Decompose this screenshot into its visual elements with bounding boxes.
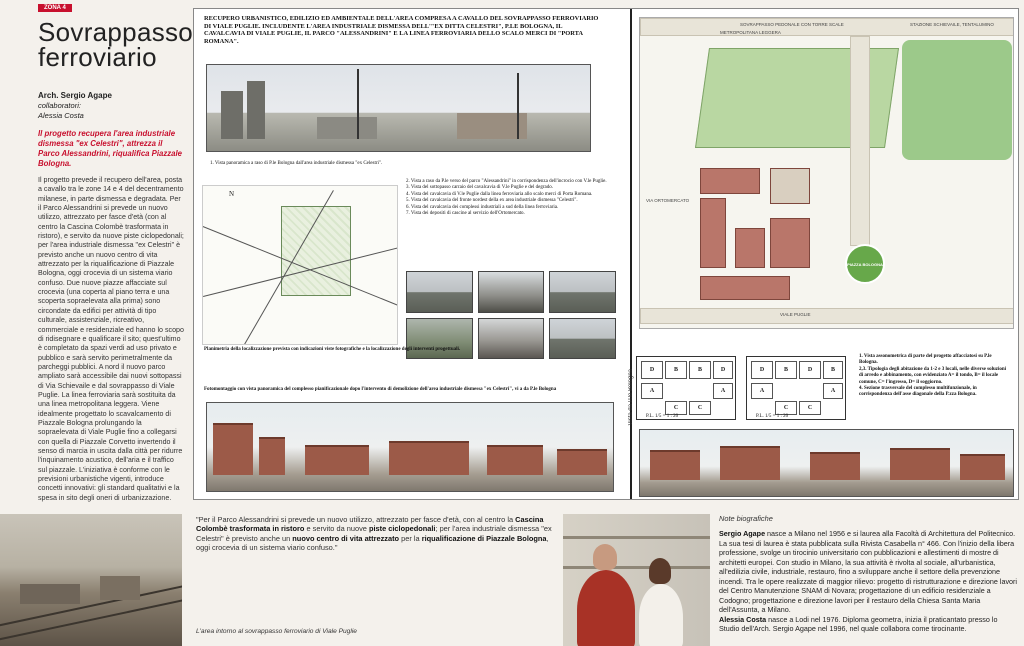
photo-caption: L'area intorno al sovrappasso ferroviario di Viale Puglie: [196, 628, 357, 635]
photo-pole: [517, 73, 519, 139]
quote-part: "Per il Parco Alessandrini si prevede un nuovo utilizzo, attrezzato per fasce d'età, con al centro la: [196, 515, 516, 524]
caption-view-2: 2. Vista a raso da P.le verso del parco "Alessandrini" in corrispondenza dell'incrocio con V.le Puglie.: [406, 179, 607, 184]
caption-panorama: 1. Vista panoramica a raso di P.le Bologna dall'area industriale dismessa "ex Celestri".: [210, 161, 383, 166]
road-label-station: STAZIONE SCHIEVAILE, TENTALUMINO: [910, 22, 994, 27]
road-label-side: VIA ORTOMERCATO: [646, 198, 690, 203]
room-label: D: [751, 361, 773, 379]
render-building: [213, 423, 253, 475]
render-building: [810, 452, 860, 480]
title-line-2: ferroviario: [38, 42, 157, 72]
bio-body: nasce a Lodi nel 1976. Diploma geometra, inizia il praticantato presso lo Studio dell'Arch. Sergio Agape nel 1996, nel quale collabora come tirocinante.: [719, 614, 998, 633]
room-label: C: [665, 401, 687, 415]
floor-plan-1: [636, 356, 736, 420]
pull-quote: [196, 514, 558, 553]
plan-road-bottom: [640, 308, 1014, 324]
photo-building: [247, 81, 265, 139]
park-area-east: [902, 40, 1012, 160]
floor-plan-2-scale: P.L. 1/5 = 1 : 20: [756, 414, 789, 419]
room-label: C: [775, 401, 797, 415]
render-building: [305, 445, 369, 475]
road-label-top: SOVRAPPASSO PEDONALE CON TORRE SCALE: [740, 22, 844, 27]
photo-building: [317, 117, 377, 139]
master-plan: [639, 17, 1014, 329]
road-label-metro: METROPOLITANA LEGGERA: [720, 30, 781, 35]
bio-header: Note biografiche: [719, 514, 773, 523]
room-label: A: [641, 383, 663, 399]
render-building: [960, 454, 1005, 480]
person-head: [649, 558, 671, 584]
building-block: [700, 276, 790, 300]
right-caption-2: 2,3. Tipologia degli abitazione da 1-2 e 3 locali, nelle diverse soluzioni di arredo e abbinamento, con evidenziato A= il tondo, B= il locale comune, C= l'ingresso, D= il soggiorno.: [859, 366, 1007, 385]
right-caption-3: 4. Sezione trasversale del complesso multifunzionale, in corrispondenza dell'asse diagonale della P.zza Bologna.: [859, 386, 977, 398]
article-column: [0, 0, 192, 505]
floor-plan-1-scale: P.L. 1/5 = 1 : 20: [646, 414, 679, 419]
thumbnail-photo: [549, 318, 616, 360]
right-caption-1: 1. Vista assonometrica di parte del progetto affacciatosi su P.le Bologna.: [859, 354, 992, 366]
person-body: [639, 584, 683, 646]
room-label: B: [689, 361, 711, 379]
photo-pole: [357, 69, 359, 139]
floor-plans: [636, 356, 848, 426]
bio-body: nasce a Milano nel 1956 e si laurea alla Facoltà di Architettura del Politecnico. La sua tesi di laurea è stata pubblicata sulla Rivista Casabella n° 466. Con l'inizio della libera professione, svolge un tirocinio universitario con pubblicazioni e allestimenti di mostre di architetti europei. Con studio in Milano, la sua attività è rivolta al sociale, all'urbanistica, all'edilizia civile, industriale, restauro, fino a sviluppare anche il settore della prevenzione incendi. Tra le opere realizzate di maggior rilievo: progetto di ristrutturazione e direzione lavori del Centro Manutenzione SNAM di Novara; progettazione di un edificio residenziale a Codogno; progettazione e direzione lavori per il restauro della Chiesa Santa Maria dell'Assunta, a Milano.: [719, 529, 1018, 614]
render-building: [487, 445, 543, 475]
render-building: [890, 448, 950, 480]
person-body: [577, 570, 635, 646]
article-title: [38, 17, 194, 72]
room-label: D: [799, 361, 821, 379]
quote-emphasis: piste ciclopedonali: [368, 524, 436, 534]
thumbnail-photo: [478, 271, 545, 313]
room-label: D: [713, 361, 733, 379]
caption-view-7: 7. Vista dei depositi di cascine al servizio dell'Ortomercato.: [406, 211, 525, 217]
room-label: B: [665, 361, 687, 379]
render-building: [650, 450, 700, 480]
right-captions: [859, 354, 1009, 399]
building-block: [700, 168, 760, 194]
plan-road-top: [640, 18, 1014, 36]
plaza-label: PIAZZA BOLOGNA: [847, 261, 883, 267]
building-block: [735, 228, 765, 268]
caption-render: Fotomontaggio con vista panoramica del complesso pianificazionale dopo l'intervento di demolizione dell'area industriale dismessa "ex Celestri", vi a da P.le Bologna: [204, 387, 557, 392]
biography: [719, 514, 1019, 634]
thumbnail-photo: [478, 318, 545, 360]
bookshelf: [563, 566, 710, 569]
room-label: B: [823, 361, 843, 379]
road-label-bottom: VIALE PUGLIE: [780, 312, 811, 317]
render-building: [389, 441, 469, 475]
render-photomontage: [206, 402, 614, 492]
plaza-bologna: [845, 244, 885, 284]
floor-plan-2: [746, 356, 846, 420]
photo-building: [100, 576, 140, 600]
railway-photo: [0, 514, 182, 646]
quote-part: per la: [399, 533, 422, 543]
building-block: [770, 218, 810, 268]
building-block-square: [770, 168, 810, 204]
building-block: [700, 198, 726, 268]
view-thumbnails: [406, 271, 616, 359]
plan-road-vertical: [850, 36, 870, 246]
board-title: RECUPERO URBANISTICO, EDILIZIO ED AMBIENTALE DELL'AREA COMPRESA A CAVALLO DEL SOVRAPPASSO FERROVIARIO DI VIALE PUGLIE. INCLUDENTE L'AREA INDUSTRIALE DISMESSA DELL'"EX DITTA CELESTRI", P.LE BOLOGNA, IL CAVALCAVIA DI VIALE PUGLIE, IL PARCO "ALESSANDRINI" E LA LINEA FERROVIARIA DELLO SCALO MERCI DI "PORTA ROMANA".: [204, 15, 599, 45]
quote-emphasis: nuovo centro di vita attrezzato: [292, 533, 400, 543]
quote-emphasis: riqualificazione di Piazzale Bologna: [421, 533, 547, 543]
room-label: D: [641, 361, 663, 379]
caption-view-4: 4. Vista del cavalcavia di V.le Puglie dalla linea ferroviaria allo scalo merci di Porta Romana.: [406, 191, 593, 197]
quote-part: ; per l'area industriale dismessa "ex Celestri" è previsto anche un: [196, 524, 552, 543]
north-arrow-icon: N: [229, 190, 235, 198]
collaborator-name: Alessia Costa: [38, 111, 84, 120]
zone-tag: ZONA 4: [38, 4, 72, 12]
bio-name: Alessia Costa: [719, 614, 767, 624]
room-label: B: [775, 361, 797, 379]
lead-paragraph: Il progetto recupera l'area industriale dismessa "ex Celestri", attrezza il Parco Alessandrini, riqualifica Piazzale Bologna.: [38, 129, 183, 168]
architects-portrait: [563, 514, 710, 646]
thumbnail-photo: [549, 271, 616, 313]
title-line-1: Sovrappasso: [38, 17, 194, 47]
caption-view-6: 6. Vista del cavalcavia dei complessi industriali a sud della linea ferroviaria.: [406, 204, 559, 210]
render-building: [720, 446, 780, 480]
render-building: [557, 449, 607, 475]
render-building: [259, 437, 285, 475]
bio-name: Sergio Agape: [719, 529, 766, 538]
author: Arch. Sergio Agape: [38, 91, 112, 100]
bio-paragraph: [719, 529, 1019, 634]
person-head: [593, 544, 617, 570]
caption-plan: Planimetria della localizzazione prevista con indicazioni viste fotografiche e la localizzazione degli interventi progettuali.: [204, 347, 461, 352]
collaborators-label: collaboratori:: [38, 101, 81, 110]
body-text: Il progetto prevede il recupero dell'area, posta a cavallo tra le zone 14 e 4 del decentramento milanese, in parte dismessa e degradata. Per il Parco Alessandrini si prevede un nuovo utilizzo, attrezzato per fasce d'età (con al centro la Cascina Colombè trasformata in ristoro), e servito da nuove piste ciclopedonali; per l'area industriale dismessa "ex Celestri" è previsto anche un nuovo centro di vita attrezzato per la riqualificazione di Piazzale Bologna, oggi crocevia di un sistema viario confuso. Due nuove piazze affacciate sul crocevia (una coperta al piano terra e una scoperta sopraelevata alla prima) sono circondate da edifici per attività di tipo culturale, assistenziale, ricreativo, commerciale e residenziale ed hanno lo scopo di ridisegnare e qualificare il sito; quest'ultimo è completato da spazi verdi ad uso privato e pubblico e sarà servito perimetralmente da parcheggi pubblici. A nord il nuovo parco ampliato sarà accessibile dai nuovi sottopassi di Via Schievaile e dal sovrappasso di Viale Puglie. La linea ferroviaria sarà sostituita da una linea metropolitana leggera. Viene idealmente progettato lo scavalcamento di Piazzale Bologna prolungando la sopraelevata di Viale Puglie fino a collegarsi con quella di Piazzale Corvetto invertendo il senso di marcia in uscita dalla città per ridurre l'inquinamento acustico, dell'aria e il traffico sul piazzale. L'iniziativa è conforme con le previsioni urbanistiche vigenti, introduce concetti innovativi: gli standard qualitativi e la spesa in sito degli oneri di urbanizzazione.: [38, 176, 184, 502]
caption-view-3: 3. Vista del sottopasso carraio del cavalcavia di V.le Puglie e del degrado.: [406, 185, 554, 191]
site-plan: [202, 185, 398, 345]
quote-text: [196, 515, 558, 553]
thumbnail-photo: [406, 271, 473, 313]
room-label: A: [751, 383, 773, 399]
bookshelf: [563, 536, 710, 539]
caption-view-5: 5. Vista del cavalcavia del fronte nordest della ex area industriale dismessa "Celestri".: [406, 198, 578, 204]
project-board: [193, 8, 1019, 500]
quote-part: , oggi crocevia di un sistema viario confuso.": [196, 533, 549, 553]
photo-building: [221, 91, 243, 139]
board-divider: [630, 9, 632, 499]
room-label: A: [713, 383, 733, 399]
panorama-photo: [206, 64, 591, 152]
room-label: A: [823, 383, 843, 399]
photo-building: [20, 584, 80, 604]
vertical-label: Vista da P.le Bologna: [628, 369, 634, 426]
section-render: [639, 429, 1014, 497]
room-label: C: [799, 401, 821, 415]
captions-views: [406, 179, 622, 217]
quote-emphasis: Cascina Colombè trasformata in ristoro: [196, 515, 544, 534]
room-label: C: [689, 401, 711, 415]
quote-part: e servito da nuove: [304, 524, 369, 534]
